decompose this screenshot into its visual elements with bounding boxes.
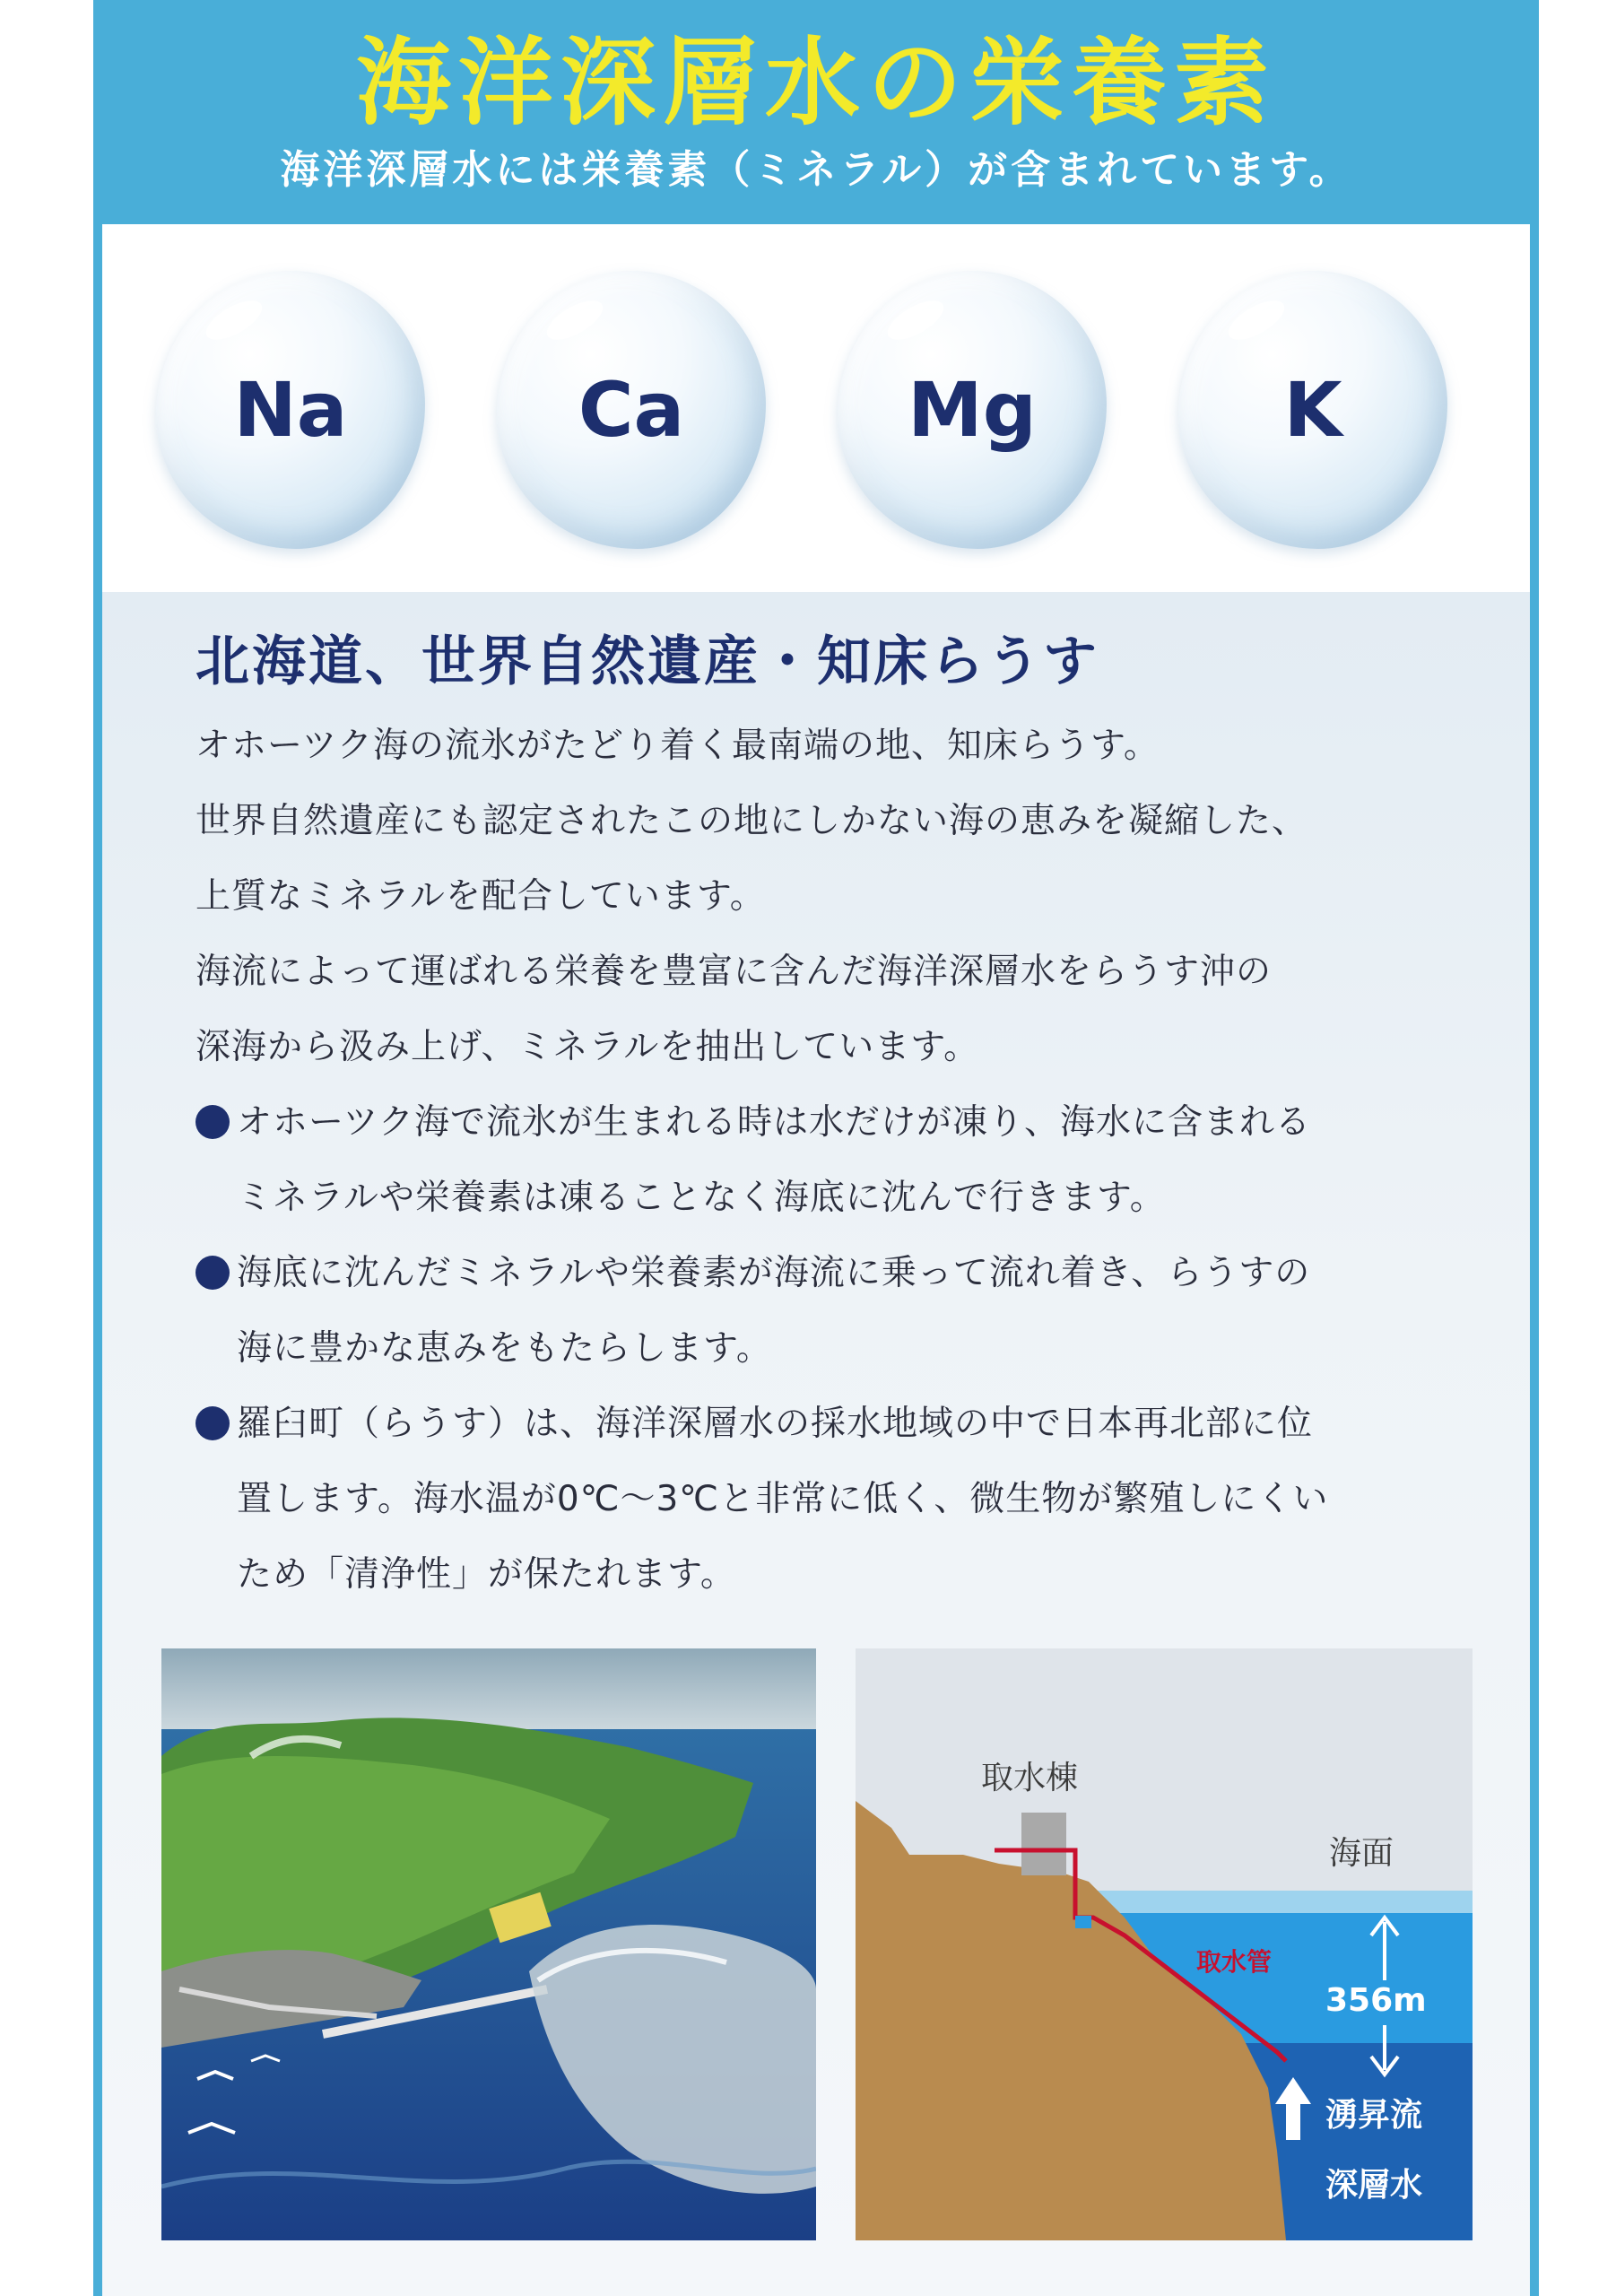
bubble-highlight bbox=[541, 293, 609, 348]
bullet-dot-icon bbox=[195, 1256, 230, 1290]
bubble-highlight bbox=[200, 293, 268, 348]
mineral-bubble-mg bbox=[838, 271, 1107, 549]
bullet-item bbox=[195, 1387, 1469, 1613]
rausu-coast-illustration bbox=[161, 1648, 816, 2240]
page-frame bbox=[93, 0, 1539, 2296]
intro-paragraph bbox=[195, 709, 1469, 1613]
bullet-dot-icon bbox=[195, 1406, 230, 1440]
upwelling-label: 湧昇流 bbox=[1325, 2097, 1423, 2134]
section-title: 北海道、世界自然遺産・知床らうす bbox=[195, 631, 1099, 693]
mineral-panel bbox=[102, 224, 1530, 592]
bubble-highlight bbox=[882, 293, 950, 348]
bullet-text: オホーツク海で流氷が生まれる時は水だけが凍り、海水に含まれる bbox=[237, 1102, 1312, 1143]
content-panel bbox=[102, 592, 1530, 2296]
bullet-dot-icon bbox=[195, 1105, 230, 1139]
intro-line: 上質なミネラルを配合しています。 bbox=[195, 876, 766, 917]
intro-line: 世界自然遺産にも認定されたこの地にしかない海の恵みを凝縮した、 bbox=[195, 801, 1308, 841]
bubble-highlight bbox=[1222, 293, 1290, 348]
bullet-text: 海底に沈んだミネラルや栄養素が海流に乗って流れ着き、らうすの bbox=[237, 1253, 1311, 1293]
coast-illustration-svg bbox=[161, 1648, 816, 2240]
intake-diagram-svg bbox=[856, 1648, 1473, 2240]
bullet-item bbox=[195, 1085, 1469, 1236]
intake-building-label: 取水棟 bbox=[981, 1760, 1079, 1796]
mineral-symbol: K bbox=[1283, 366, 1342, 454]
depth-label: 356m bbox=[1325, 1982, 1427, 2019]
intake-pipe-label: 取水管 bbox=[1196, 1947, 1273, 1977]
mineral-bubble-k bbox=[1178, 271, 1447, 549]
mineral-bubble-na bbox=[156, 271, 425, 549]
bullet-text: 羅臼町（らうす）は、海洋深層水の採水地域の中で日本再北部に位 bbox=[237, 1404, 1314, 1444]
page-subtitle: 海洋深層水には栄養素（ミネラル）が含まれています。 bbox=[280, 147, 1352, 193]
page-title: 海洋深層水の栄養素 bbox=[356, 28, 1276, 138]
mineral-bubble-ca bbox=[497, 271, 766, 549]
bullet-text: ため「清浄性」が保たれます。 bbox=[237, 1554, 736, 1595]
mineral-symbol: Na bbox=[233, 366, 348, 454]
intro-line: オホーツク海の流氷がたどり着く最南端の地、知床らうす。 bbox=[195, 726, 1160, 766]
deep-water-diagram bbox=[856, 1648, 1473, 2240]
bullet-text: 置します。海水温が0℃～3℃と非常に低く、微生物が繁殖しにくい bbox=[237, 1479, 1329, 1519]
sea-surface-label: 海面 bbox=[1329, 1835, 1394, 1872]
mineral-symbol: Ca bbox=[578, 366, 685, 454]
intro-line: 深海から汲み上げ、ミネラルを抽出しています。 bbox=[195, 1027, 980, 1067]
mineral-symbol: Mg bbox=[908, 366, 1037, 454]
bullet-item bbox=[195, 1236, 1469, 1387]
bullet-text: 海に豊かな恵みをもたらします。 bbox=[237, 1328, 772, 1369]
bullet-text: ミネラルや栄養素は凍ることなく海底に沈んで行きます。 bbox=[237, 1178, 1166, 1218]
intro-line: 海流によって運ばれる栄養を豊富に含んだ海洋深層水をらうす沖の bbox=[195, 952, 1273, 992]
deep-water-label: 深層水 bbox=[1325, 2167, 1423, 2204]
